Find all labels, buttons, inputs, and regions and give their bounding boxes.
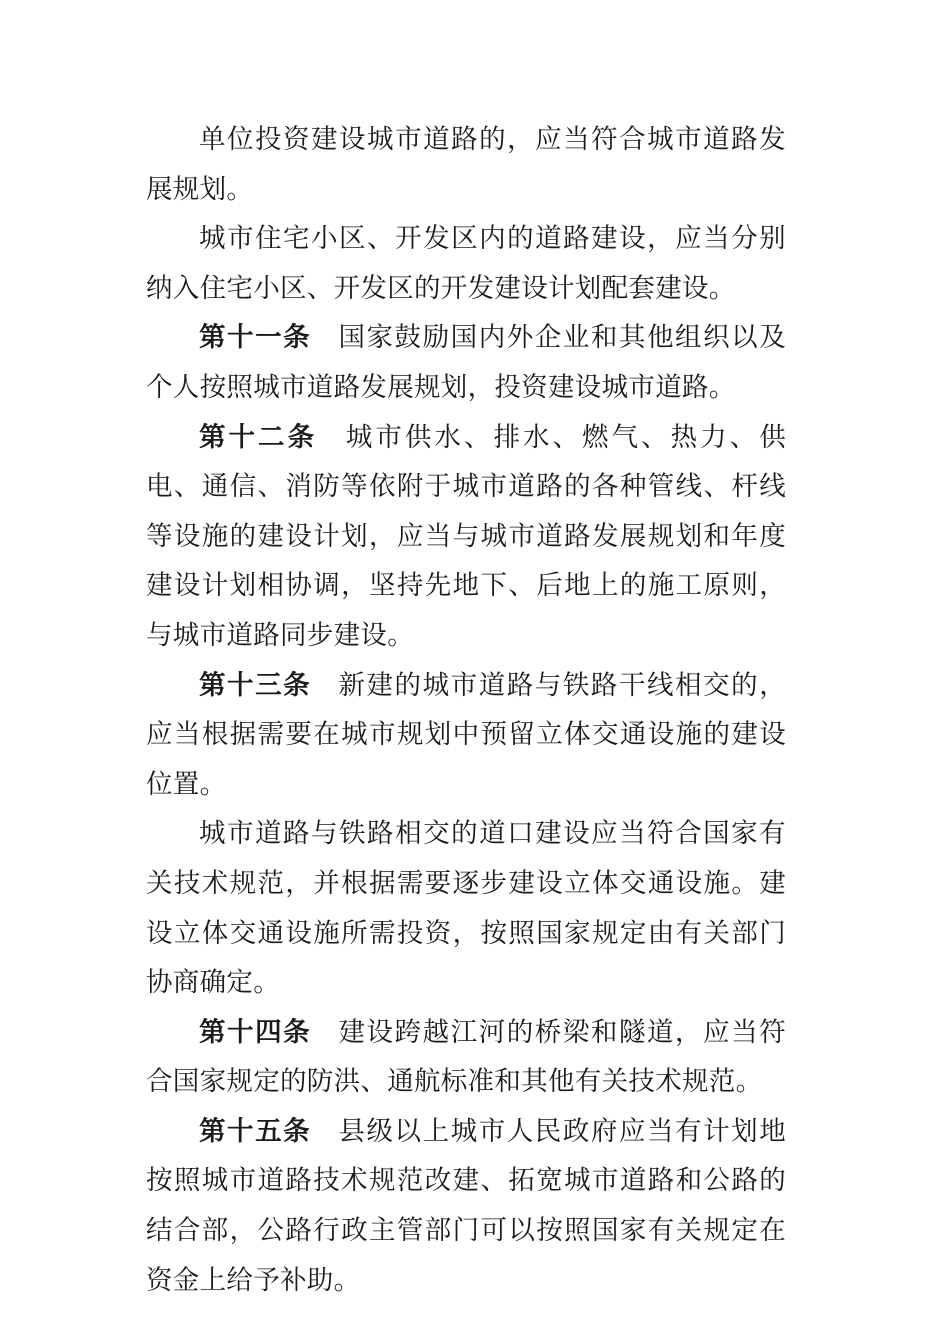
article-14 bbox=[146, 1008, 786, 1107]
paragraph-text: 城市道路与铁路相交的道口建设应当符合国家有关技术规范，并根据需要逐步建设立体交通设施。建设立体交通设施所需投资，按照国家规定由有关部门协商确定。 bbox=[146, 818, 786, 999]
article-15 bbox=[146, 1107, 786, 1305]
article-number: 第十五条 bbox=[199, 1115, 312, 1147]
article-number: 第十二条 bbox=[199, 421, 318, 453]
article-13 bbox=[146, 661, 786, 810]
paragraph bbox=[146, 214, 786, 313]
paragraph bbox=[146, 115, 786, 214]
paragraph-text: 城市供水、排水、燃气、热力、供电、通信、消防等依附于城市道路的各种管线、杆线等设施的建设计划，应当与城市道路发展规划和年度建设计划相协调，坚持先地下、后地上的施工原则，与城市道路同步建设。 bbox=[146, 421, 787, 651]
document-body bbox=[146, 115, 786, 1305]
article-number: 第十三条 bbox=[199, 669, 312, 701]
paragraph-text: 县级以上城市人民政府应当有计划地按照城市道路技术规范改建、拓宽城市道路和公路的结合部，公路行政主管部门可以按照国家有关规定在资金上给予补助。 bbox=[146, 1115, 786, 1296]
paragraph-text: 单位投资建设城市道路的，应当符合城市道路发展规划。 bbox=[146, 124, 786, 205]
paragraph bbox=[146, 809, 786, 1007]
article-11 bbox=[146, 313, 786, 412]
article-number: 第十一条 bbox=[199, 322, 312, 354]
paragraph-text: 城市住宅小区、开发区内的道路建设，应当分别纳入住宅小区、开发区的开发建设计划配套建设。 bbox=[146, 223, 786, 304]
paragraph-text: 新建的城市道路与铁路干线相交的，应当根据需要在城市规划中预留立体交通设施的建设位置。 bbox=[146, 669, 786, 800]
article-number: 第十四条 bbox=[199, 1016, 312, 1048]
paragraph-text: 国家鼓励国内外企业和其他组织以及个人按照城市道路发展规划，投资建设城市道路。 bbox=[146, 322, 786, 403]
article-12 bbox=[146, 413, 786, 661]
paragraph-text: 建设跨越江河的桥梁和隧道，应当符合国家规定的防洪、通航标准和其他有关技术规范。 bbox=[146, 1016, 786, 1098]
